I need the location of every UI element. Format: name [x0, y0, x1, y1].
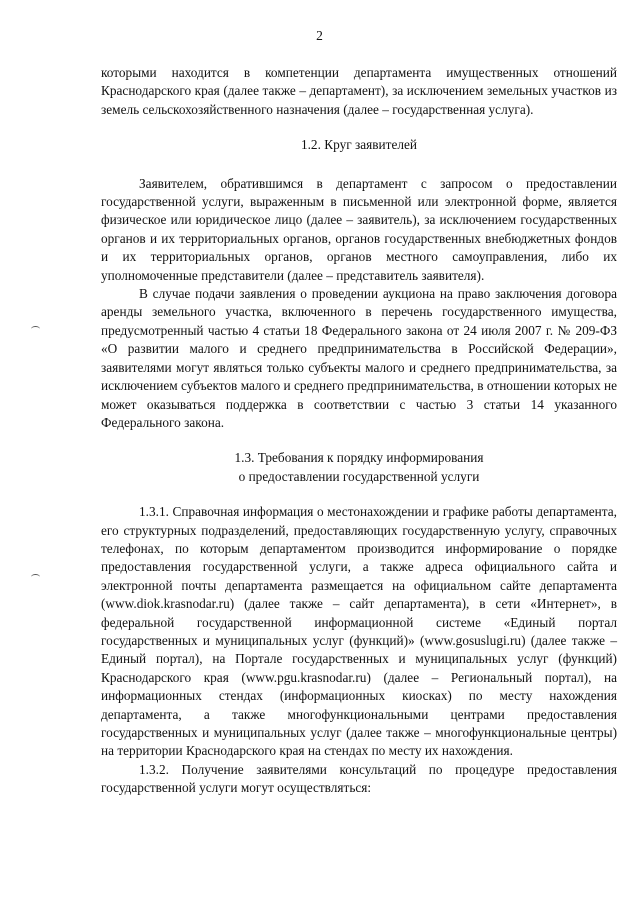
section-heading-1-3-line2: о предоставлении государственной услуги [238, 468, 480, 484]
paragraph-1-3-2: 1.3.2. Получение заявителями консультаций по процедуре предоставления государственной услуги могут осуществляться: [101, 761, 617, 796]
page-number: 2 [316, 28, 323, 43]
margin-mark [31, 326, 40, 332]
section-heading-1-3-line1: 1.3. Требования к порядку информирования [234, 450, 484, 466]
paragraph-intro-continuation: которыми находится в компетенции департамента имущественных отношений Краснодарского края (далее также – департамент), за исключением земельных участков из земель сельскохозяйственного назначения (далее – государственная услуга). [101, 65, 617, 117]
paragraph-auction: В случае подачи заявления о проведении аукциона на право заключения договора аренды земельного участка, включенного в перечень государственного имущества, предусмотренный частью 4 статьи 18 Федерального закона от 24 июля 2007 г. № 209-ФЗ «О развитии малого и среднего предпринимательства в Российской Федерации», заявителями могут являться только субъекты малого и среднего предпринимательства, за исключением субъектов малого и среднего предпринимательства, в отношении которых не может оказываться поддержка в соответствии с частью 3 статьи 14 указанного Федерального закона. [101, 286, 617, 430]
margin-mark [31, 574, 40, 580]
section-heading-1-2: 1.2. Круг заявителей [300, 137, 418, 153]
paragraph-1-3-1: 1.3.1. Справочная информация о местонахождении и графике работы департамента, его структурных подразделений, предоставляющих государственную услугу, справочных телефонах, по которым департаментом производится информирование о порядке предоставления государственной услуги, а также адреса официального сайта и электронной почты департамента размещается на официальном сайте департамента (www.diok.krasnodar.ru) (далее также – сайт департамента), в сети «Интернет», в федеральной государственной информационной системе «Единый портал государственных и муниципальных услуг (функций)» (www.gosuslugi.ru) (далее также – Единый портал), на Портале государственных и муниципальных услуг (функций) Краснодарского края (www.pgu.krasnodar.ru) (далее – Региональный портал), на информационных стендах (информационных киосках) по месту нахождения департамента, а также многофункциональными центрами предоставления государственных и муниципальных услуг (далее также – многофункциональные центры) на территории Краснодарского края на стендах по месту их нахождения. [101, 504, 617, 759]
document-body [101, 64, 617, 798]
paragraph-applicants: Заявителем, обратившимся в департамент с запросом о предоставлении государственной услуги, выраженным в письменной или электронной форме, является физическое или юридическое лицо (далее – заявитель), за исключением государственных органов и их территориальных органов, органов государственных внебюджетных фондов и их территориальных органов, органов местного самоуправления, либо их уполномоченные представители (далее – представитель заявителя). [101, 175, 617, 283]
